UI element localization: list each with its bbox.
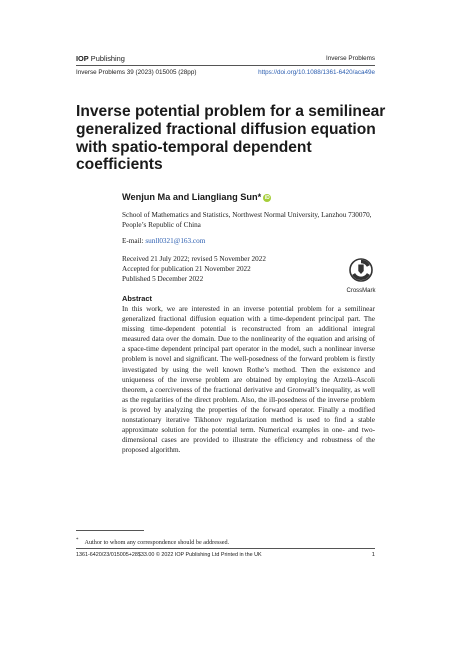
copyright-line: 1361-6420/23/015005+28$33.00 © 2022 IOP Publishing Ltd Printed in the UK bbox=[76, 552, 262, 558]
crossmark-badge[interactable] bbox=[345, 258, 377, 294]
received-date: Received 21 July 2022; revised 5 November 2022 bbox=[122, 255, 266, 263]
dates-block bbox=[122, 254, 266, 284]
abstract-heading: Abstract bbox=[122, 294, 152, 303]
authors: Wenjun Ma and Liangliang Sun* iD bbox=[122, 192, 270, 202]
doi-link[interactable]: https://doi.org/10.1088/1361-6420/aca49e bbox=[258, 69, 375, 76]
accepted-date: Accepted for publication 21 November 2022 bbox=[122, 265, 251, 273]
email-line: E-mail: sunll0321@163.com bbox=[122, 237, 206, 245]
crossmark-label: CrossMark bbox=[346, 288, 376, 294]
footnote: * Author to whom any correspondence should be addressed. bbox=[76, 538, 230, 547]
footnote-rule bbox=[76, 530, 144, 531]
paper-title: Inverse potential problem for a semilinear generalized fractional diffusion equation with spatio-temporal dependent coefficients bbox=[76, 103, 386, 174]
affiliation: School of Mathematics and Statistics, Northwest Normal University, Lanzhou 730070, People’s Republic of China bbox=[122, 211, 372, 229]
publisher-logo: IOP Publishing bbox=[76, 54, 125, 63]
journal-name: Inverse Problems bbox=[326, 55, 375, 62]
crossmark-icon bbox=[349, 258, 373, 282]
header-rule bbox=[76, 65, 375, 66]
citation: Inverse Problems 39 (2023) 015005 (28pp) bbox=[76, 69, 197, 76]
orcid-icon[interactable]: iD bbox=[264, 195, 270, 201]
page-number: 1 bbox=[371, 552, 375, 558]
abstract-text: In this work, we are interested in an inverse potential problem for a semilinear generalized fractional diffusion equation with a time-dependent principal part. The missing time-dependent potential is reconstructed from an additional integral measured data over the domain. Due to the nonlinearity of the equation and arising of a space-time dependent principal part operator in the model, such a nonlinear inverse problem is novel and significant. The well-posedness of the forward problem is firstly investigated by using the well known Rothe’s method. Then the existence and uniqueness of the inverse problem are obtained by employing the Arzelà–Ascoli theorem, a coerciveness of the fractional derivative and Gronwall’s inequality, as well as the regularities of the direct problem. Also, the ill-posedness of the inverse problem is proved by analyzing the properties of the forward operator. Finally a modified nonstationary iterative Tikhonov regularization method is used to find a stable approximate solution for the potential term. Numerical examples in one- and two-dimensional cases are provided to illustrate the efficiency and robustness of the proposed algorithm. bbox=[122, 305, 375, 455]
footer-rule bbox=[76, 548, 375, 549]
email-link[interactable]: sunll0321@163.com bbox=[145, 237, 206, 245]
published-date: Published 5 December 2022 bbox=[122, 275, 204, 283]
